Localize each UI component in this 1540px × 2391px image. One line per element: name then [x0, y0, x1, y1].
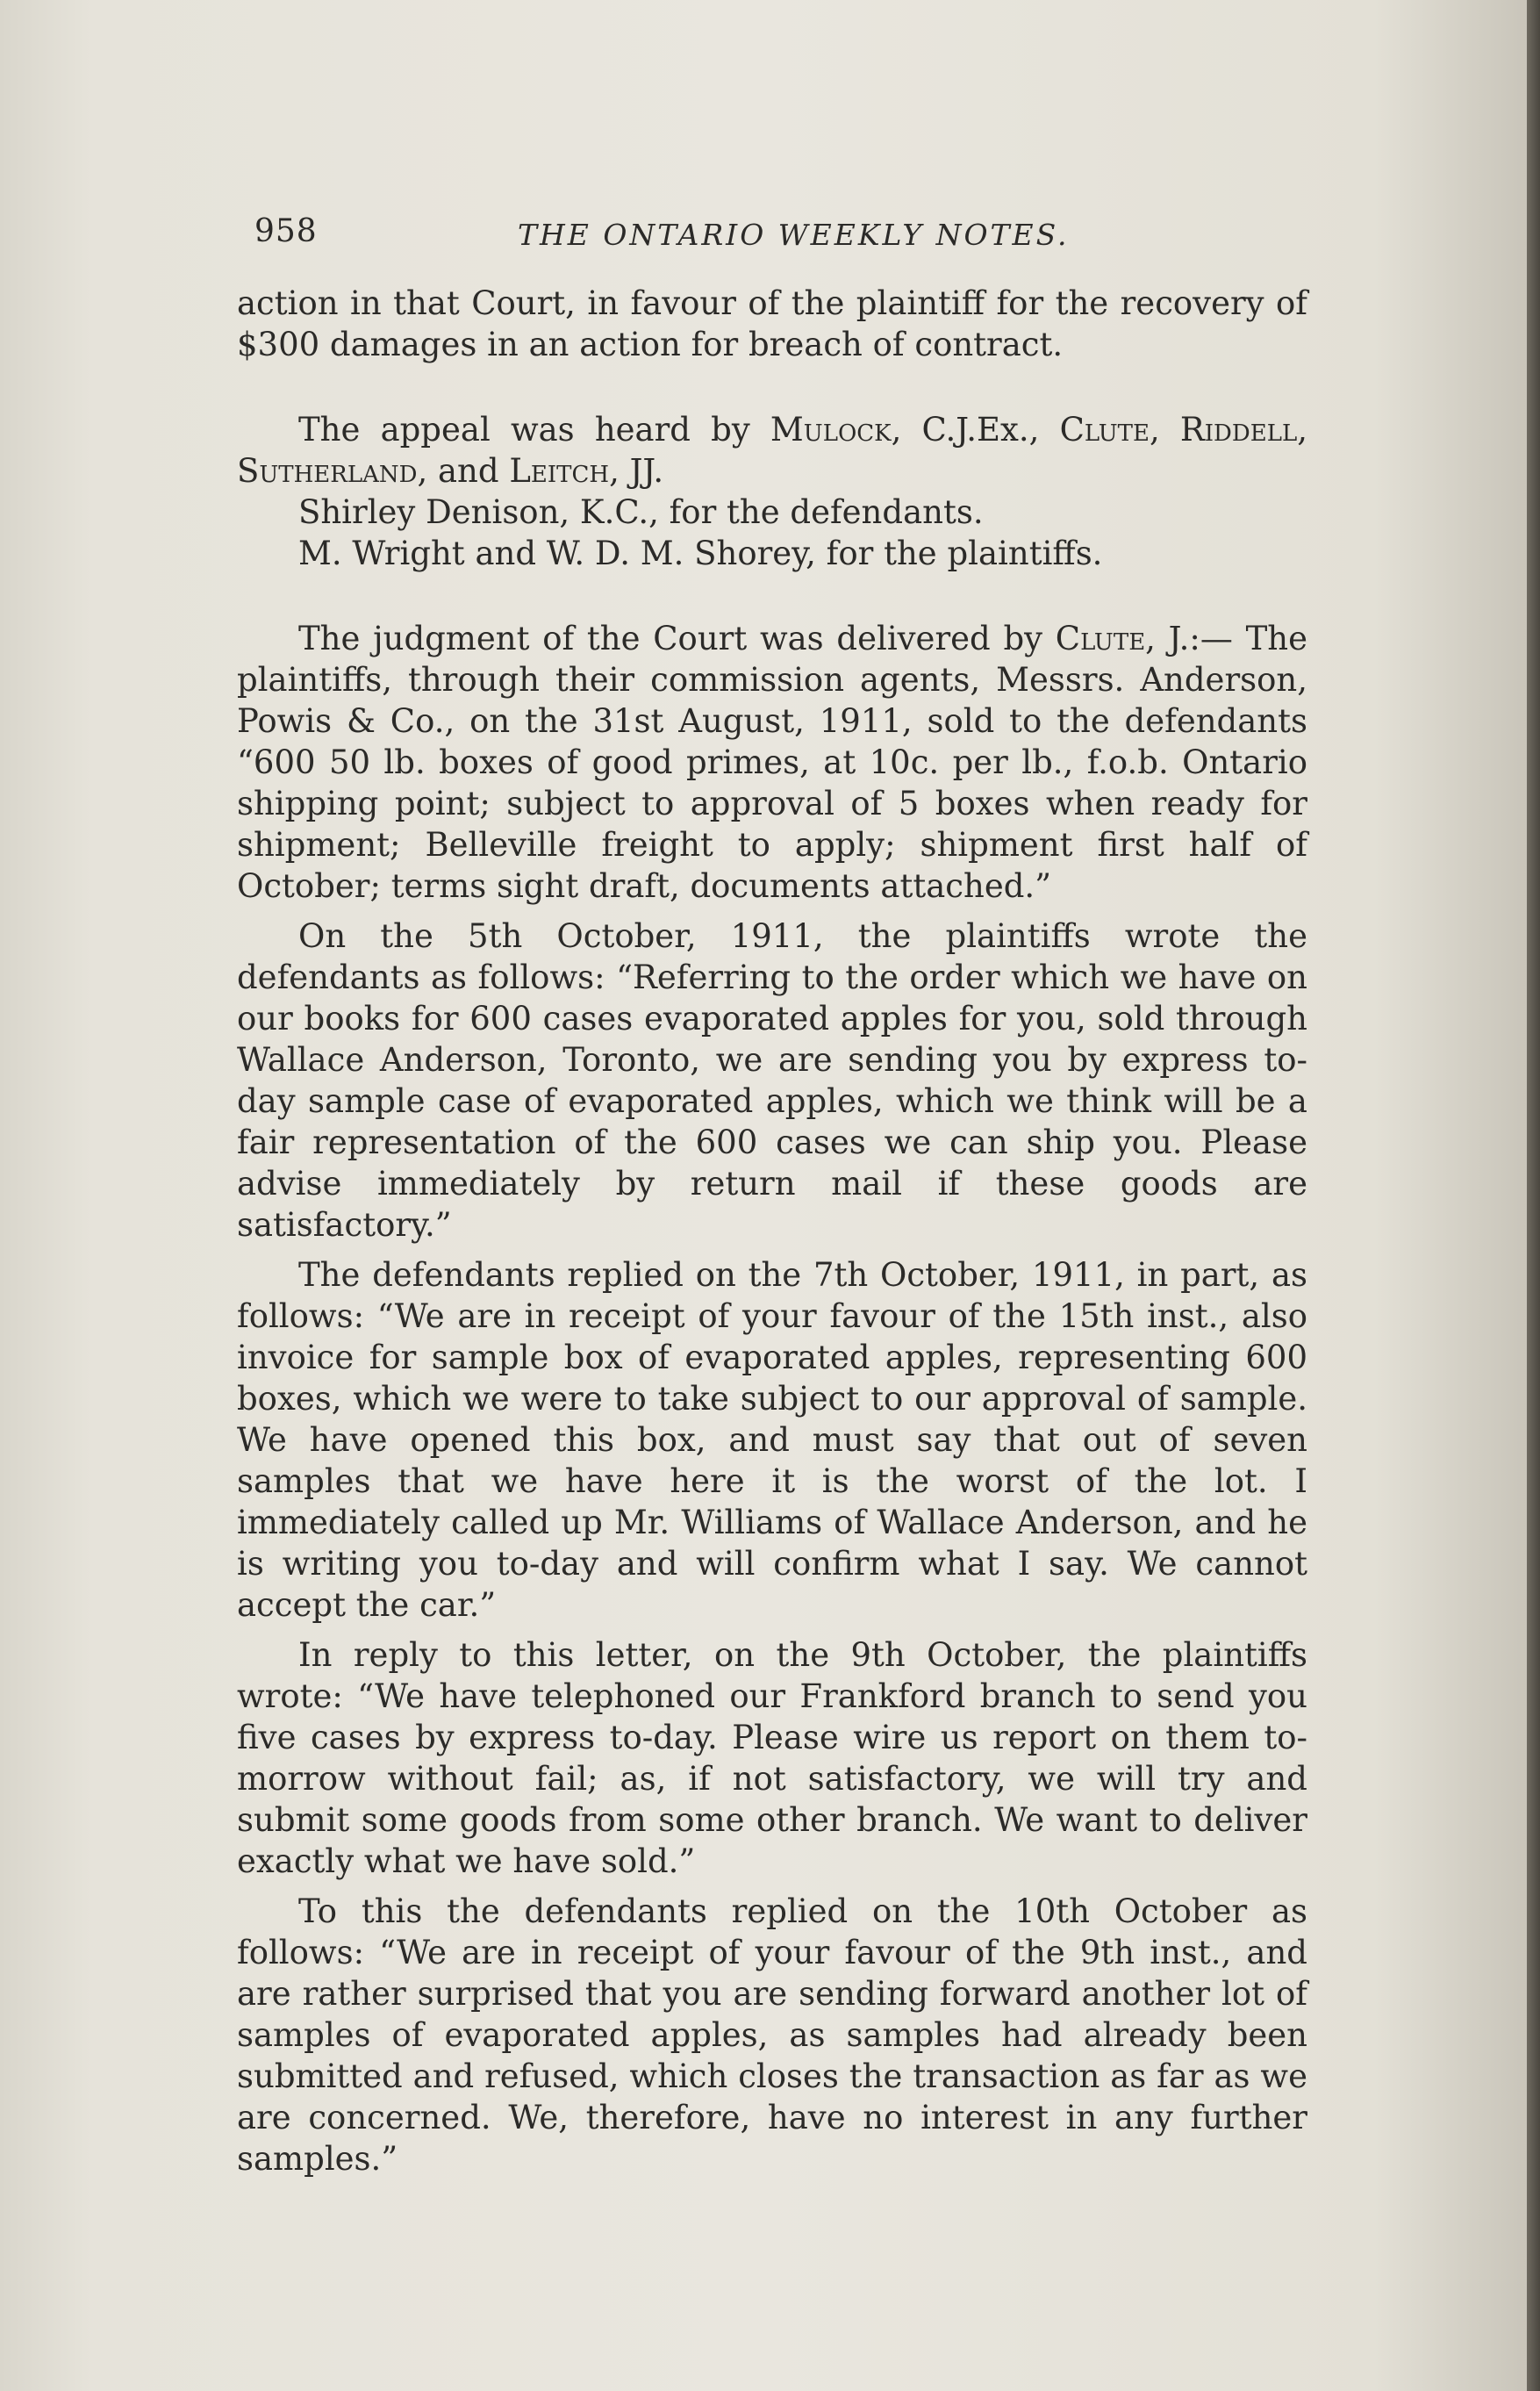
oct10-reply-paragraph: To this the defendants replied on the 10th October as follows: “We are in receipt of your favour of the 9th inst., and are rather surprised that you are sending forward another lot of samples of evaporated apples, as samples had already been submitted and refused, which closes the transaction as far as we are concerned. We, therefore, have no interest in any further samples.”: [237, 1892, 1307, 2178]
oct5-letter-paragraph: On the 5th October, 1911, the plaintiffs wrote the defendants as follows: “Referring to the order which we have on our books for 600 cases evaporated apples for you, sold through Wallace Anderson, Toronto, we are sending you by express to-day sample case of evaporated apples, which we think will be a fair representation of the 600 cases we can ship you. Please advise immediately by return mail if these goods are satisfactory.”: [237, 917, 1307, 1244]
judge-name: Riddell: [1179, 411, 1298, 449]
appeal-text-e: , and: [417, 452, 510, 490]
appeal-text-c: ,: [1149, 411, 1180, 449]
oct9-reply-paragraph: In reply to this letter, on the 9th October, the plaintiffs wrote: “We have telephoned our Frankford branch to send you five cases by express to-day. Please wire us report on them to-morrow without fail; as, if not satisfactory, we will try and submit some goods from some other branch. We want to deliver exactly what we have sold.”: [237, 1636, 1307, 1880]
judgment-text-a: The judgment of the Court was delivered by: [298, 620, 1056, 657]
appeal-heard-paragraph: [237, 409, 1307, 492]
page-text: [237, 202, 1307, 2179]
counsel-plaintiffs: M. Wright and W. D. M. Shorey, for the plaintiffs.: [298, 535, 1103, 572]
judge-name: Leitch: [509, 452, 610, 490]
judgment-paragraph: [237, 618, 1307, 907]
appeal-text-a: The appeal was heard by: [298, 411, 770, 449]
page-edge: [1527, 0, 1540, 2391]
continuation-paragraph: action in that Court, in favour of the plaintiff for the recovery of $300 damages in an action for breach of contract.: [237, 284, 1307, 363]
judge-name: Clute: [1055, 620, 1146, 657]
appeal-text-d: ,: [1297, 411, 1308, 449]
judge-name: Sutherland: [237, 452, 418, 490]
judge-name: Clute: [1059, 411, 1150, 449]
counsel-defendants: Shirley Denison, K.C., for the defendants.: [298, 493, 984, 531]
appeal-text-b: , C.J.Ex.,: [891, 411, 1060, 449]
page-header: [237, 202, 1307, 255]
oct7-reply-paragraph: The defendants replied on the 7th October, 1911, in part, as follows: “We are in receipt of your favour of the 15th inst., also invoice for sample box of evaporated apples, representing 600 boxes, which we were to take subject to our approval of sample. We have opened this box, and must say that out of seven samples that we have here it is the worst of the lot. I immediately called up Mr. Williams of Wallace Anderson, and he is writing you to-day and will confirm what I say. We cannot accept the car.”: [237, 1256, 1307, 1624]
judgment-text-b: , J.:— The plaintiffs, through their commission agents, Messrs. Anderson, Powis & Co., on the 31st August, 1911, sold to the defendants “600 50 lb. boxes of good primes, at 10c. per lb., f.o.b. Ontario shipping point; subject to approval of 5 boxes when ready for shipment; Belleville freight to apply; shipment first half of October; terms sight draft, documents attached.”: [237, 620, 1307, 905]
judge-name: Mulock: [770, 411, 892, 449]
page-number: 958: [254, 213, 318, 249]
appeal-text-f: , JJ.: [609, 452, 664, 490]
running-head: THE ONTARIO WEEKLY NOTES.: [518, 218, 1070, 252]
